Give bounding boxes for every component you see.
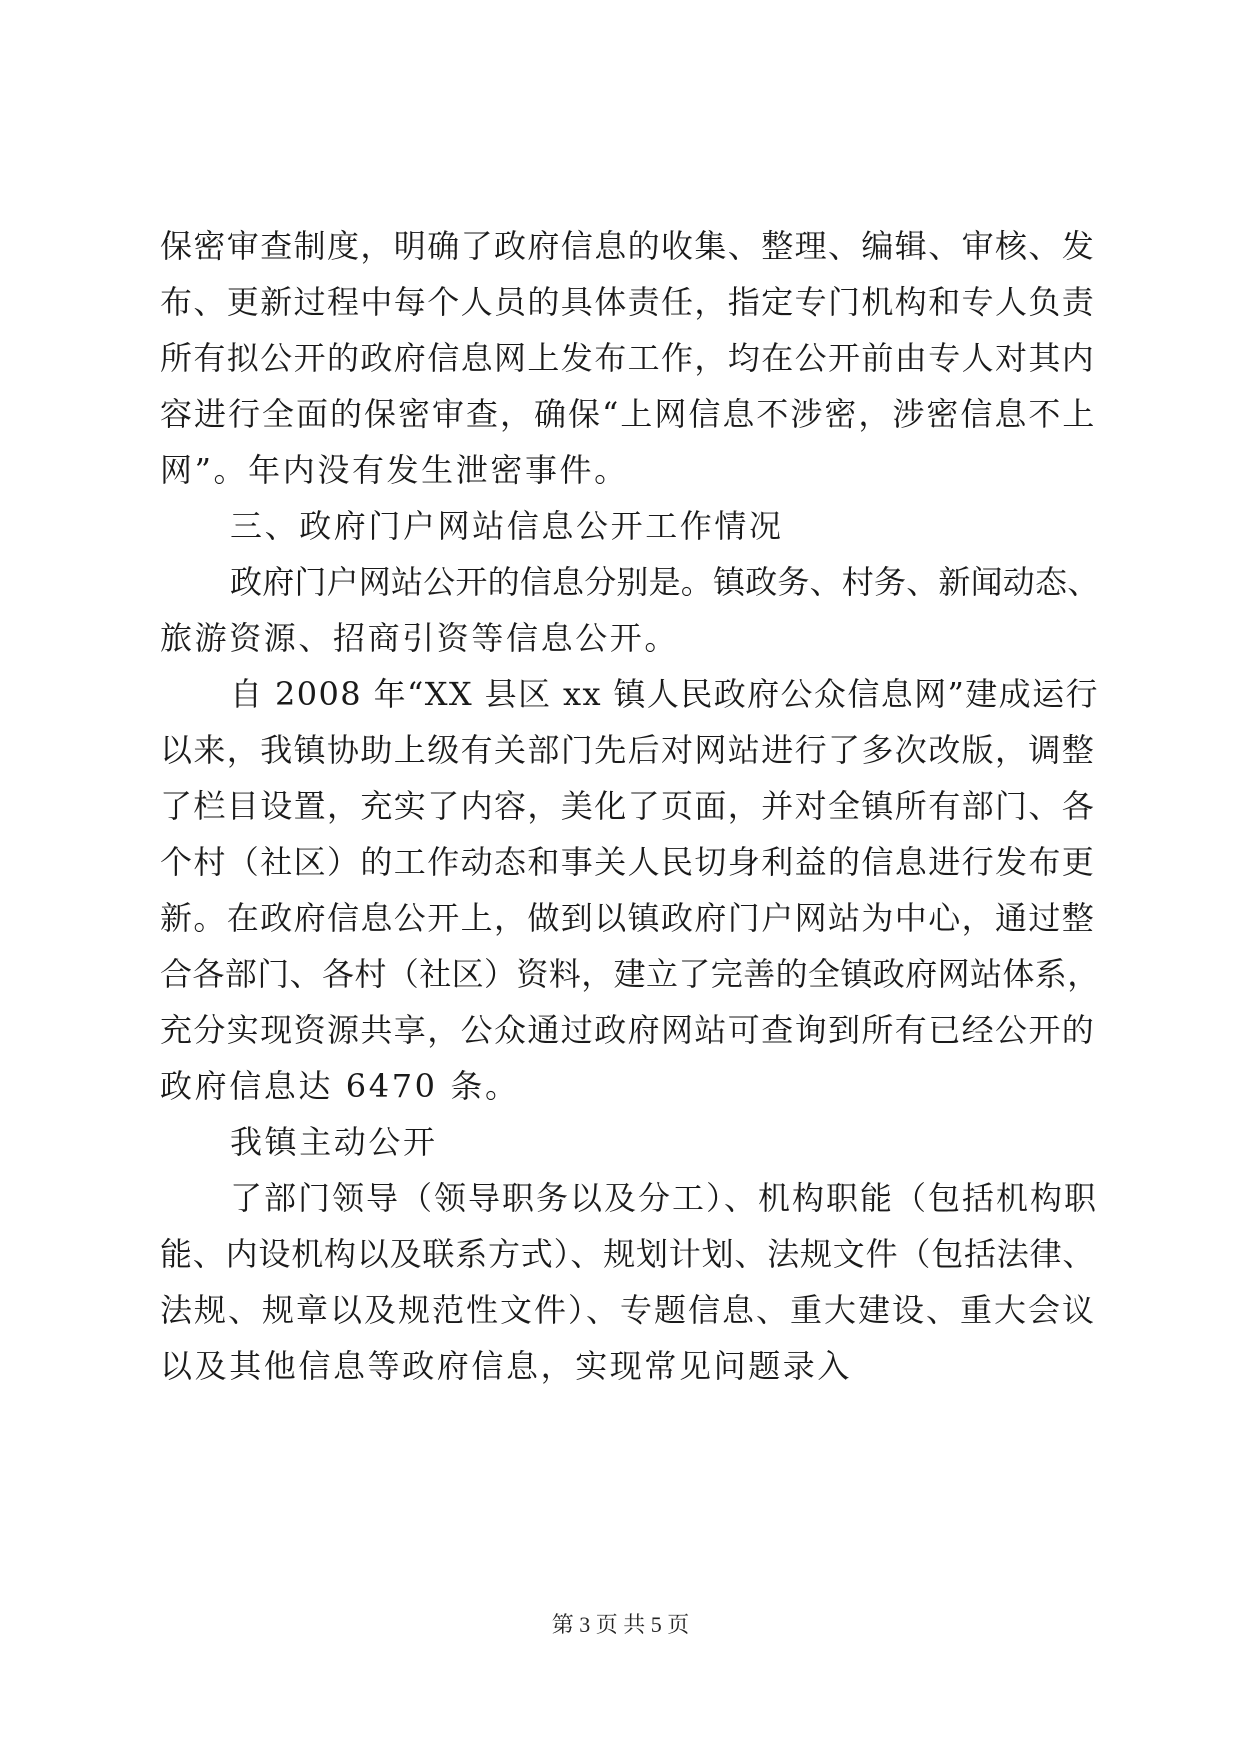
text-line: 了栏目设置，充实了内容，美化了页面，并对全镇所有部门、各 [160, 787, 1096, 825]
text-line: 能、内设机构以及联系方式）、规划计划、法规文件（包括法律、 [160, 1235, 1096, 1273]
text-line: 以及其他信息等政府信息，实现常见问题录入 [160, 1347, 853, 1385]
text-line: 政府信息达 6470 条。 [160, 1067, 520, 1105]
text-line: 容进行全面的保密审查，确保“上网信息不涉密，涉密信息不上 [160, 395, 1097, 433]
text-line: 布、更新过程中每个人员的具体责任，指定专门机构和专人负责 [160, 283, 1096, 321]
page-footer: 第 3 页 共 5 页 [551, 1612, 690, 1637]
text-line: 新。在政府信息公开上，做到以镇政府门户网站为中心，通过整 [160, 899, 1096, 937]
text-line: 以来，我镇协助上级有关部门先后对网站进行了多次改版，调整 [160, 731, 1096, 769]
text-line: 旅游资源、招商引资等信息公开。 [160, 619, 680, 657]
text-line: 所有拟公开的政府信息网上发布工作，均在公开前由专人对其内 [160, 339, 1096, 377]
text-line: 网”。年内没有发生泄密事件。 [160, 451, 629, 489]
text-line: 自 2008 年“XX 县区 xx 镇人民政府公众信息网”建成运行 [230, 675, 1099, 713]
text-line: 了部门领导（领导职务以及分工）、机构职能（包括机构职 [230, 1179, 1099, 1217]
text-line: 合各部门、各村（社区）资料，建立了完善的全镇政府网站体系， [160, 955, 1100, 993]
text-line: 我镇主动公开 [230, 1123, 438, 1161]
text-line: 政府门户网站公开的信息分别是。镇政务、村务、新闻动态、 [230, 563, 1100, 601]
text-line: 个村（社区）的工作动态和事关人民切身利益的信息进行发布更 [160, 843, 1096, 881]
text-line: 充分实现资源共享，公众通过政府网站可查询到所有已经公开的 [160, 1011, 1096, 1049]
text-line: 法规、规章以及规范性文件）、专题信息、重大建设、重大会议 [160, 1291, 1097, 1329]
section-heading: 三、政府门户网站信息公开工作情况 [230, 507, 784, 545]
text-line: 保密审查制度，明确了政府信息的收集、整理、编辑、审核、发 [160, 227, 1096, 265]
